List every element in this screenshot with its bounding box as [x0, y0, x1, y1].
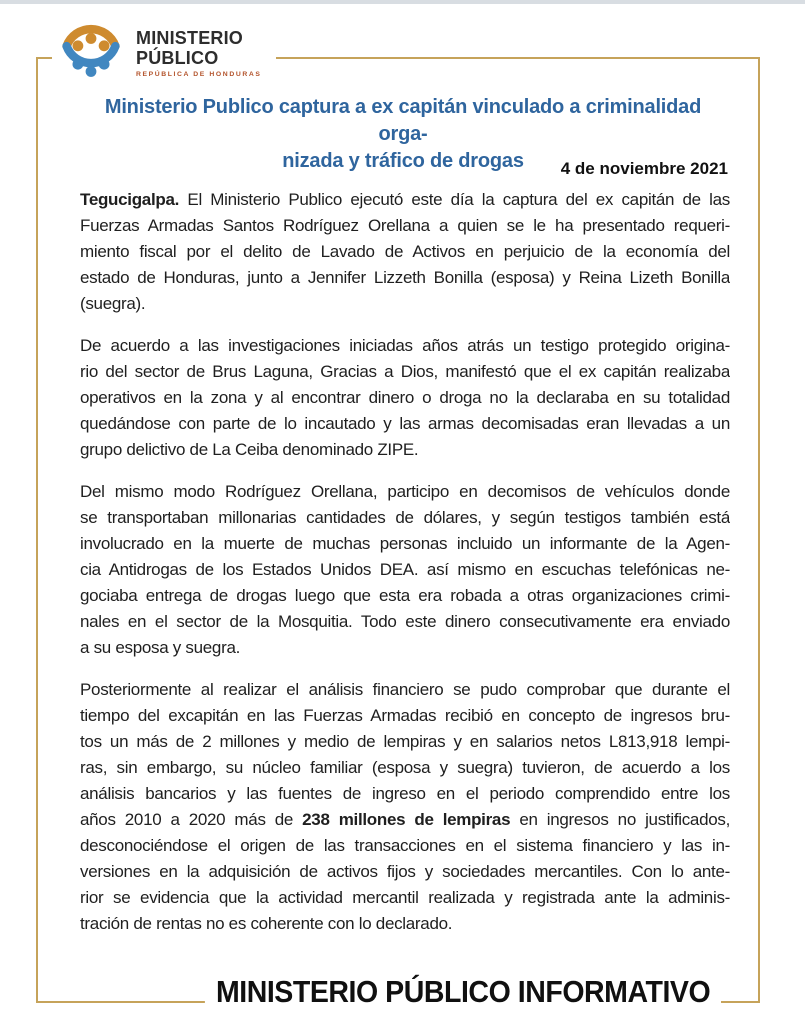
logo-wordmark	[136, 20, 262, 78]
text-line: tración de rentas no es coherente con lo declarado.	[80, 914, 453, 933]
text-line: se transportaban millonarias cantidades de dólares, y según testigos también está	[80, 508, 730, 527]
text-line: rior se evidencia que la actividad mercantil realizada y registrada ante la adminis-	[80, 888, 730, 907]
text-line: tos un más de 2 millones y medio de lempiras y en salarios netos L813,918 lempi-	[80, 732, 730, 751]
text-line: Tegucigalpa. El Ministerio Publico ejecutó este día la captura del ex capitán de las	[80, 190, 730, 209]
people-circle-logo-icon	[56, 20, 126, 90]
text-line: Del mismo modo Rodríguez Orellana, participo en decomisos de vehículos donde	[80, 482, 730, 501]
paragraph	[80, 677, 730, 937]
text-line: a su esposa y suegra.	[80, 638, 241, 657]
text-line: versiones en la adquisición de activos fijos y sociedades mercantiles. Con lo ante-	[80, 862, 730, 881]
article-title-line-1: Ministerio Publico captura a ex capitán vinculado a criminalidad orga-	[104, 96, 702, 145]
text-line: Fuerzas Armadas Santos Rodríguez Orellana a quien se le ha presentado requeri-	[80, 216, 730, 235]
text-line: (suegra).	[80, 294, 146, 313]
text-line: estado de Honduras, junto a Jennifer Lizzeth Bonilla (esposa) y Reina Lizeth Bonilla	[80, 268, 730, 287]
text-line: cia Antidrogas de los Estados Unidos DEA. así mismo en escuchas telefónicas ne-	[80, 560, 730, 579]
text-line: rio del sector de Brus Laguna, Gracias a Dios, manifestó que el ex capitán realizaba	[80, 362, 730, 381]
footer-banner: MINISTERIO PÚBLICO INFORMATIVO	[205, 972, 721, 1012]
text-line: nales en el sector de la Mosquitia. Todo este dinero consecutivamente era enviado	[80, 612, 730, 631]
logo-line-1: MINISTERIO	[136, 28, 244, 48]
text-line: gociaba entrega de drogas luego que esta era robada a otras organizaciones crimi-	[80, 586, 730, 605]
paragraph	[80, 333, 730, 463]
ministerio-publico-logo	[52, 16, 276, 96]
text-line: grupo delictivo de La Ceiba denominado ZIPE.	[80, 440, 419, 459]
text-line: tiempo del excapitán en las Fuerzas Armadas recibió en concepto de ingresos bru-	[80, 706, 730, 725]
paragraph	[80, 479, 730, 661]
article-title-line-2: nizada y tráfico de drogas	[282, 150, 524, 172]
text-line: quedándose con parte de lo incautado y las armas decomisadas eran llevadas a un	[80, 414, 730, 433]
top-edge-strip	[0, 0, 805, 4]
text-line: operativos en la zona y al encontrar dinero o droga no la declaraba en su totalidad	[80, 388, 730, 407]
text-line: miento fiscal por el delito de Lavado de Activos en perjuicio de la economía del	[80, 242, 730, 261]
logo-line-2: PÚBLICO	[136, 48, 219, 68]
text-line: De acuerdo a las investigaciones iniciadas años atrás un testigo protegido origina-	[80, 336, 730, 355]
text-line: ras, sin embargo, su núcleo familiar (esposa y suegra) tuvieron, de acuerdo a los	[80, 758, 730, 777]
logo-subtitle: REPÚBLICA DE HONDURAS	[136, 71, 262, 78]
text-line: Posteriormente al realizar el análisis financiero se pudo comprobar que durante el	[80, 680, 730, 699]
dateline: 4 de noviembre 2021	[560, 159, 728, 178]
text-line: desconociéndose el origen de las transacciones en el sistema financiero y las in-	[80, 836, 730, 855]
text-line: análisis bancarios y las fuentes de ingreso en el periodo comprendido entre los	[80, 784, 730, 803]
paragraph	[80, 187, 730, 317]
text-line: años 2010 a 2020 más de 238 millones de lempiras en ingresos no justificados,	[80, 810, 730, 829]
text-line: involucrado en la muerte de muchas personas incluido un informante de la Agen-	[80, 534, 730, 553]
article-body	[80, 187, 730, 953]
